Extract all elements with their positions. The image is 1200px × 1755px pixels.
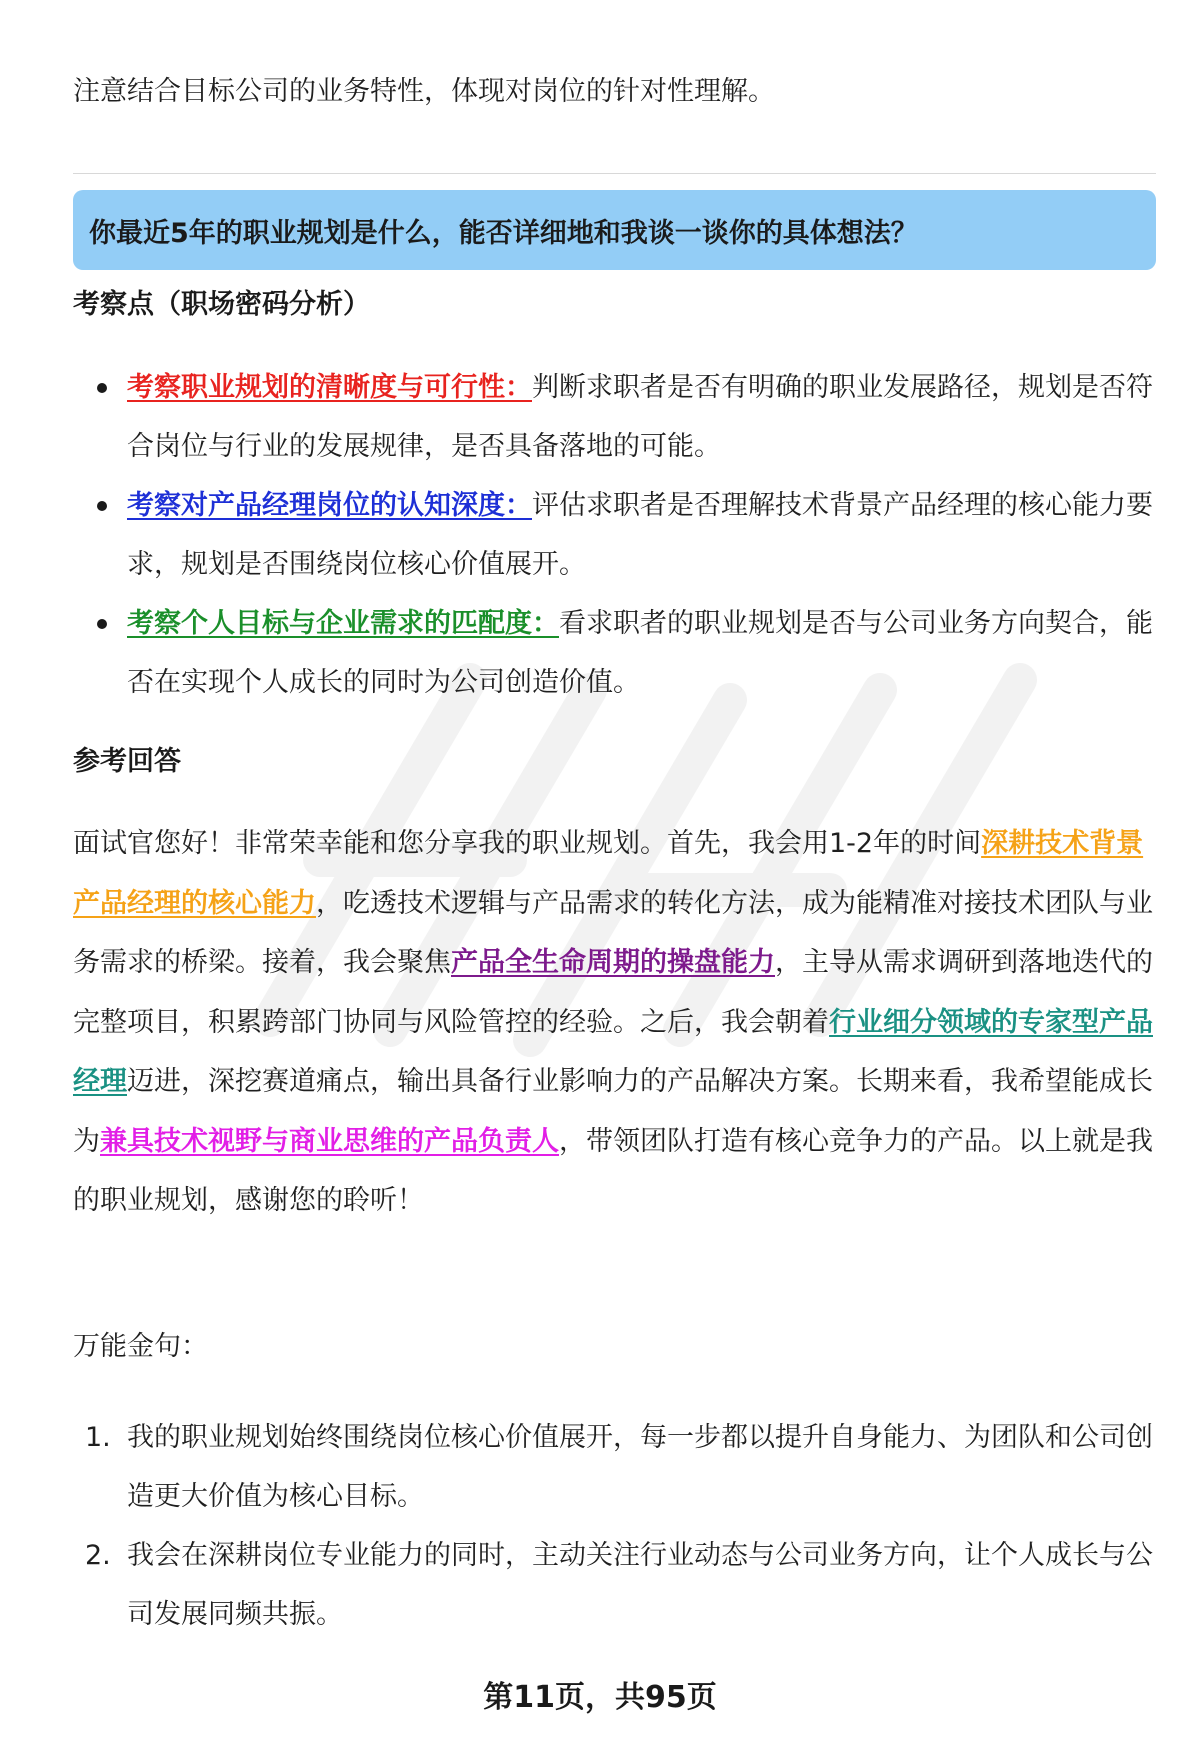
answer-text: 面试官您好！非常荣幸能和您分享我的职业规划。首先，我会用1-2年的时间 — [73, 828, 982, 859]
list-item — [73, 1526, 1156, 1644]
golden-phrase-text: 我会在深耕岗位专业能力的同时，主动关注行业动态与公司业务方向，让个人成长与公司发展同频共振。 — [127, 1540, 1153, 1630]
list-item — [73, 1408, 1156, 1526]
point-label: 考察对产品经理岗位的认知深度： — [127, 490, 532, 521]
answer-text: ，带领团队打造有核心竞争力的产品。以上就是我的职业规划，感谢您的聆听！ — [73, 1125, 1153, 1216]
list-item — [73, 358, 1156, 476]
list-item — [73, 594, 1156, 712]
golden-phrase-text: 我的职业规划始终围绕岗位核心价值展开，每一步都以提升自身能力、为团队和公司创造更大价值为核心目标。 — [127, 1422, 1153, 1512]
point-text: 看求职者的职业规划是否与公司业务方向契合，能否在实现个人成长的同时为公司创造价值。 — [127, 608, 1153, 698]
bullet-icon — [97, 619, 107, 629]
list-number: 2. — [85, 1540, 111, 1571]
golden-phrases-heading: 万能金句： — [73, 1331, 208, 1362]
reference-answer-text — [73, 814, 1156, 1231]
answer-text: 迈进，深挖赛道痛点，输出具备行业影响力的产品解决方案。长期来看，我希望能成长为 — [73, 1066, 1153, 1157]
question-text: 你最近5年的职业规划是什么，能否详细地和我谈一谈你的具体想法？ — [89, 217, 918, 249]
list-item — [73, 476, 1156, 594]
page-number: 第11页，共95页 — [483, 1680, 717, 1715]
intro-text: 注意结合目标公司的业务特性，体现对岗位的针对性理解。 — [73, 76, 775, 107]
point-label: 考察职业规划的清晰度与可行性： — [127, 372, 532, 403]
divider — [73, 173, 1156, 174]
answer-highlight: 深耕技术背景产品经理的核心能力 — [73, 828, 1144, 919]
bullet-icon — [97, 383, 107, 393]
bullet-icon — [97, 501, 107, 511]
list-number: 1. — [85, 1422, 111, 1453]
exam-points-heading: 考察点（职场密码分析） — [73, 289, 370, 320]
point-label: 考察个人目标与企业需求的匹配度： — [127, 608, 559, 639]
answer-text: ，主导从需求调研到落地迭代的完整项目，积累跨部门协同与风险管控的经验。之后，我会朝着 — [73, 947, 1153, 1038]
reference-answer-heading: 参考回答 — [73, 746, 181, 777]
point-text: 评估求职者是否理解技术背景产品经理的核心能力要求，规划是否围绕岗位核心价值展开。 — [127, 490, 1153, 580]
question-banner — [73, 190, 1156, 270]
exam-points-list — [73, 358, 1156, 712]
answer-highlight: 兼具技术视野与商业思维的产品负责人 — [100, 1125, 559, 1157]
golden-phrases-list — [73, 1408, 1156, 1644]
answer-text: ，吃透技术逻辑与产品需求的转化方法，成为能精准对接技术团队与业务需求的桥梁。接着，我会聚焦 — [73, 887, 1153, 978]
answer-highlight: 行业细分领域的专家型产品经理 — [73, 1006, 1153, 1097]
answer-highlight: 产品全生命周期的操盘能力 — [451, 947, 775, 978]
point-text: 判断求职者是否有明确的职业发展路径，规划是否符合岗位与行业的发展规律，是否具备落地的可能。 — [127, 372, 1153, 462]
